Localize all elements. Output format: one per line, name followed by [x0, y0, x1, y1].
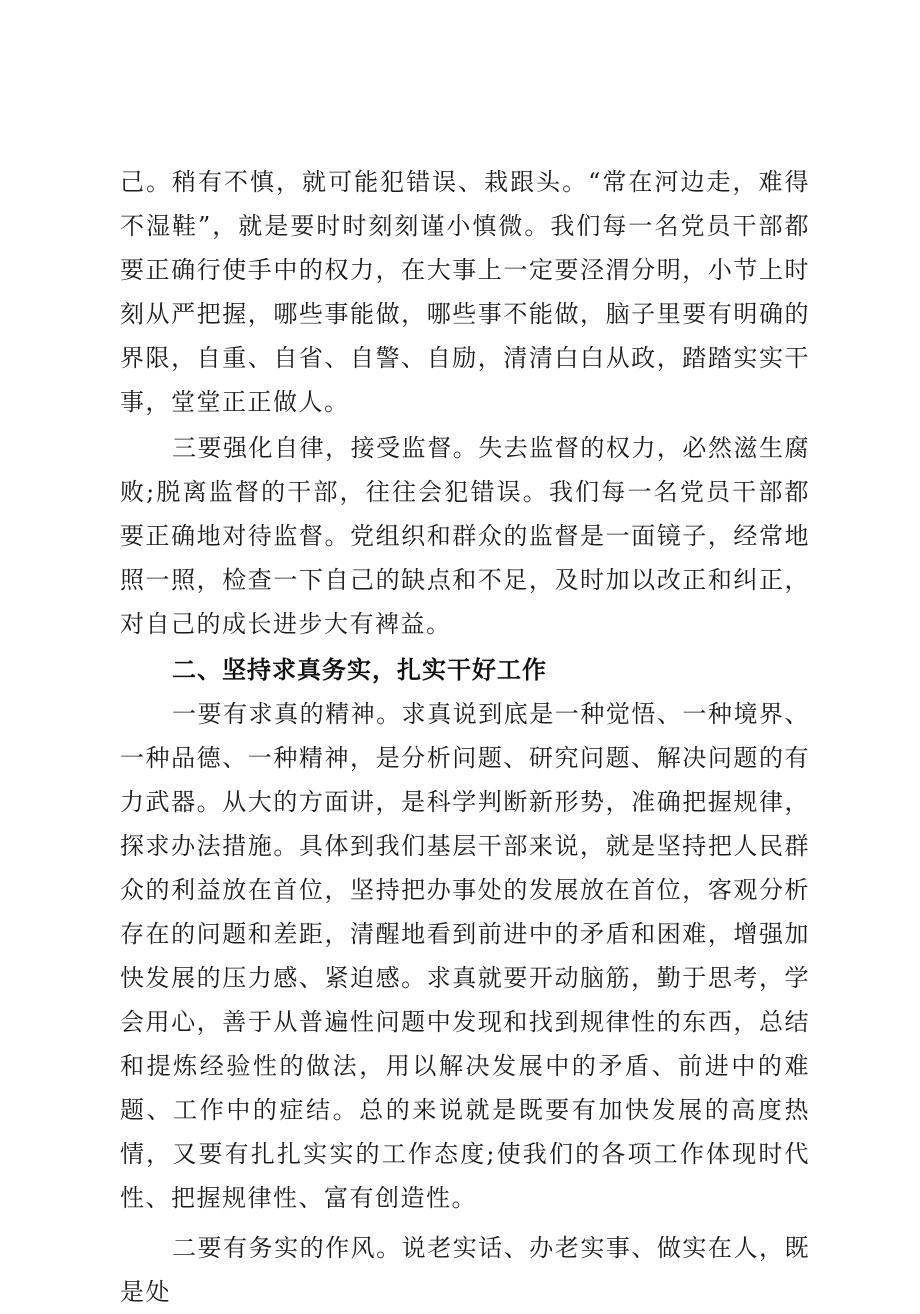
paragraph-continuation: 己。稍有不慎，就可能犯错误、栽跟头。“常在河边走，难得不湿鞋”，就是要时时刻刻谨小慎微。我们每一名党员干部都要正确行使手中的权力，在大事上一定要泾渭分明，小节上时刻从严把握，哪些事能做，哪些事不能做，脑子里要有明确的界限，自重、自省、自警、自励，清清白白从政，踏踏实实干事，堂堂正正做人。 — [120, 168, 810, 416]
paragraph-practical-style: 二要有务实的作风。说老实话、办老实事、做实在人，既是处 — [120, 1234, 810, 1306]
paragraph-self-discipline: 三要强化自律，接受监督。失去监督的权力，必然滋生腐败;脱离监督的干部，往往会犯错误。我们每一名党员干部都要正确地对待监督。党组织和群众的监督是一面镜子，经常地照一照，检查一下自己的缺点和不足，及时加以改正和纠正，对自己的成长进步大有裨益。 — [120, 434, 810, 638]
section-heading: 二、坚持求真务实，扎实干好工作 — [172, 656, 547, 684]
document-body — [120, 160, 810, 1314]
paragraph-truth-seeking: 一要有求真的精神。求真说到底是一种觉悟、一种境界、一种品德、一种精神，是分析问题、研究问题、解决问题的有力武器。从大的方面讲，是科学判断新形势，准确把握规律，探求办法措施。具体到我们基层干部来说，就是坚持把人民群众的利益放在首位，坚持把办事处的发展放在首位，客观分析存在的问题和差距，清醒地看到前进中的矛盾和困难，增强加快发展的压力感、紧迫感。求真就要开动脑筋，勤于思考，学会用心，善于从普遍性问题中发现和找到规律性的东西，总结和提炼经验性的做法，用以解决发展中的矛盾、前进中的难题、工作中的症结。总的来说就是既要有加快发展的高度热情，又要有扎扎实实的工作态度;使我们的各项工作体现时代性、把握规律性、富有创造性。 — [120, 700, 810, 1212]
